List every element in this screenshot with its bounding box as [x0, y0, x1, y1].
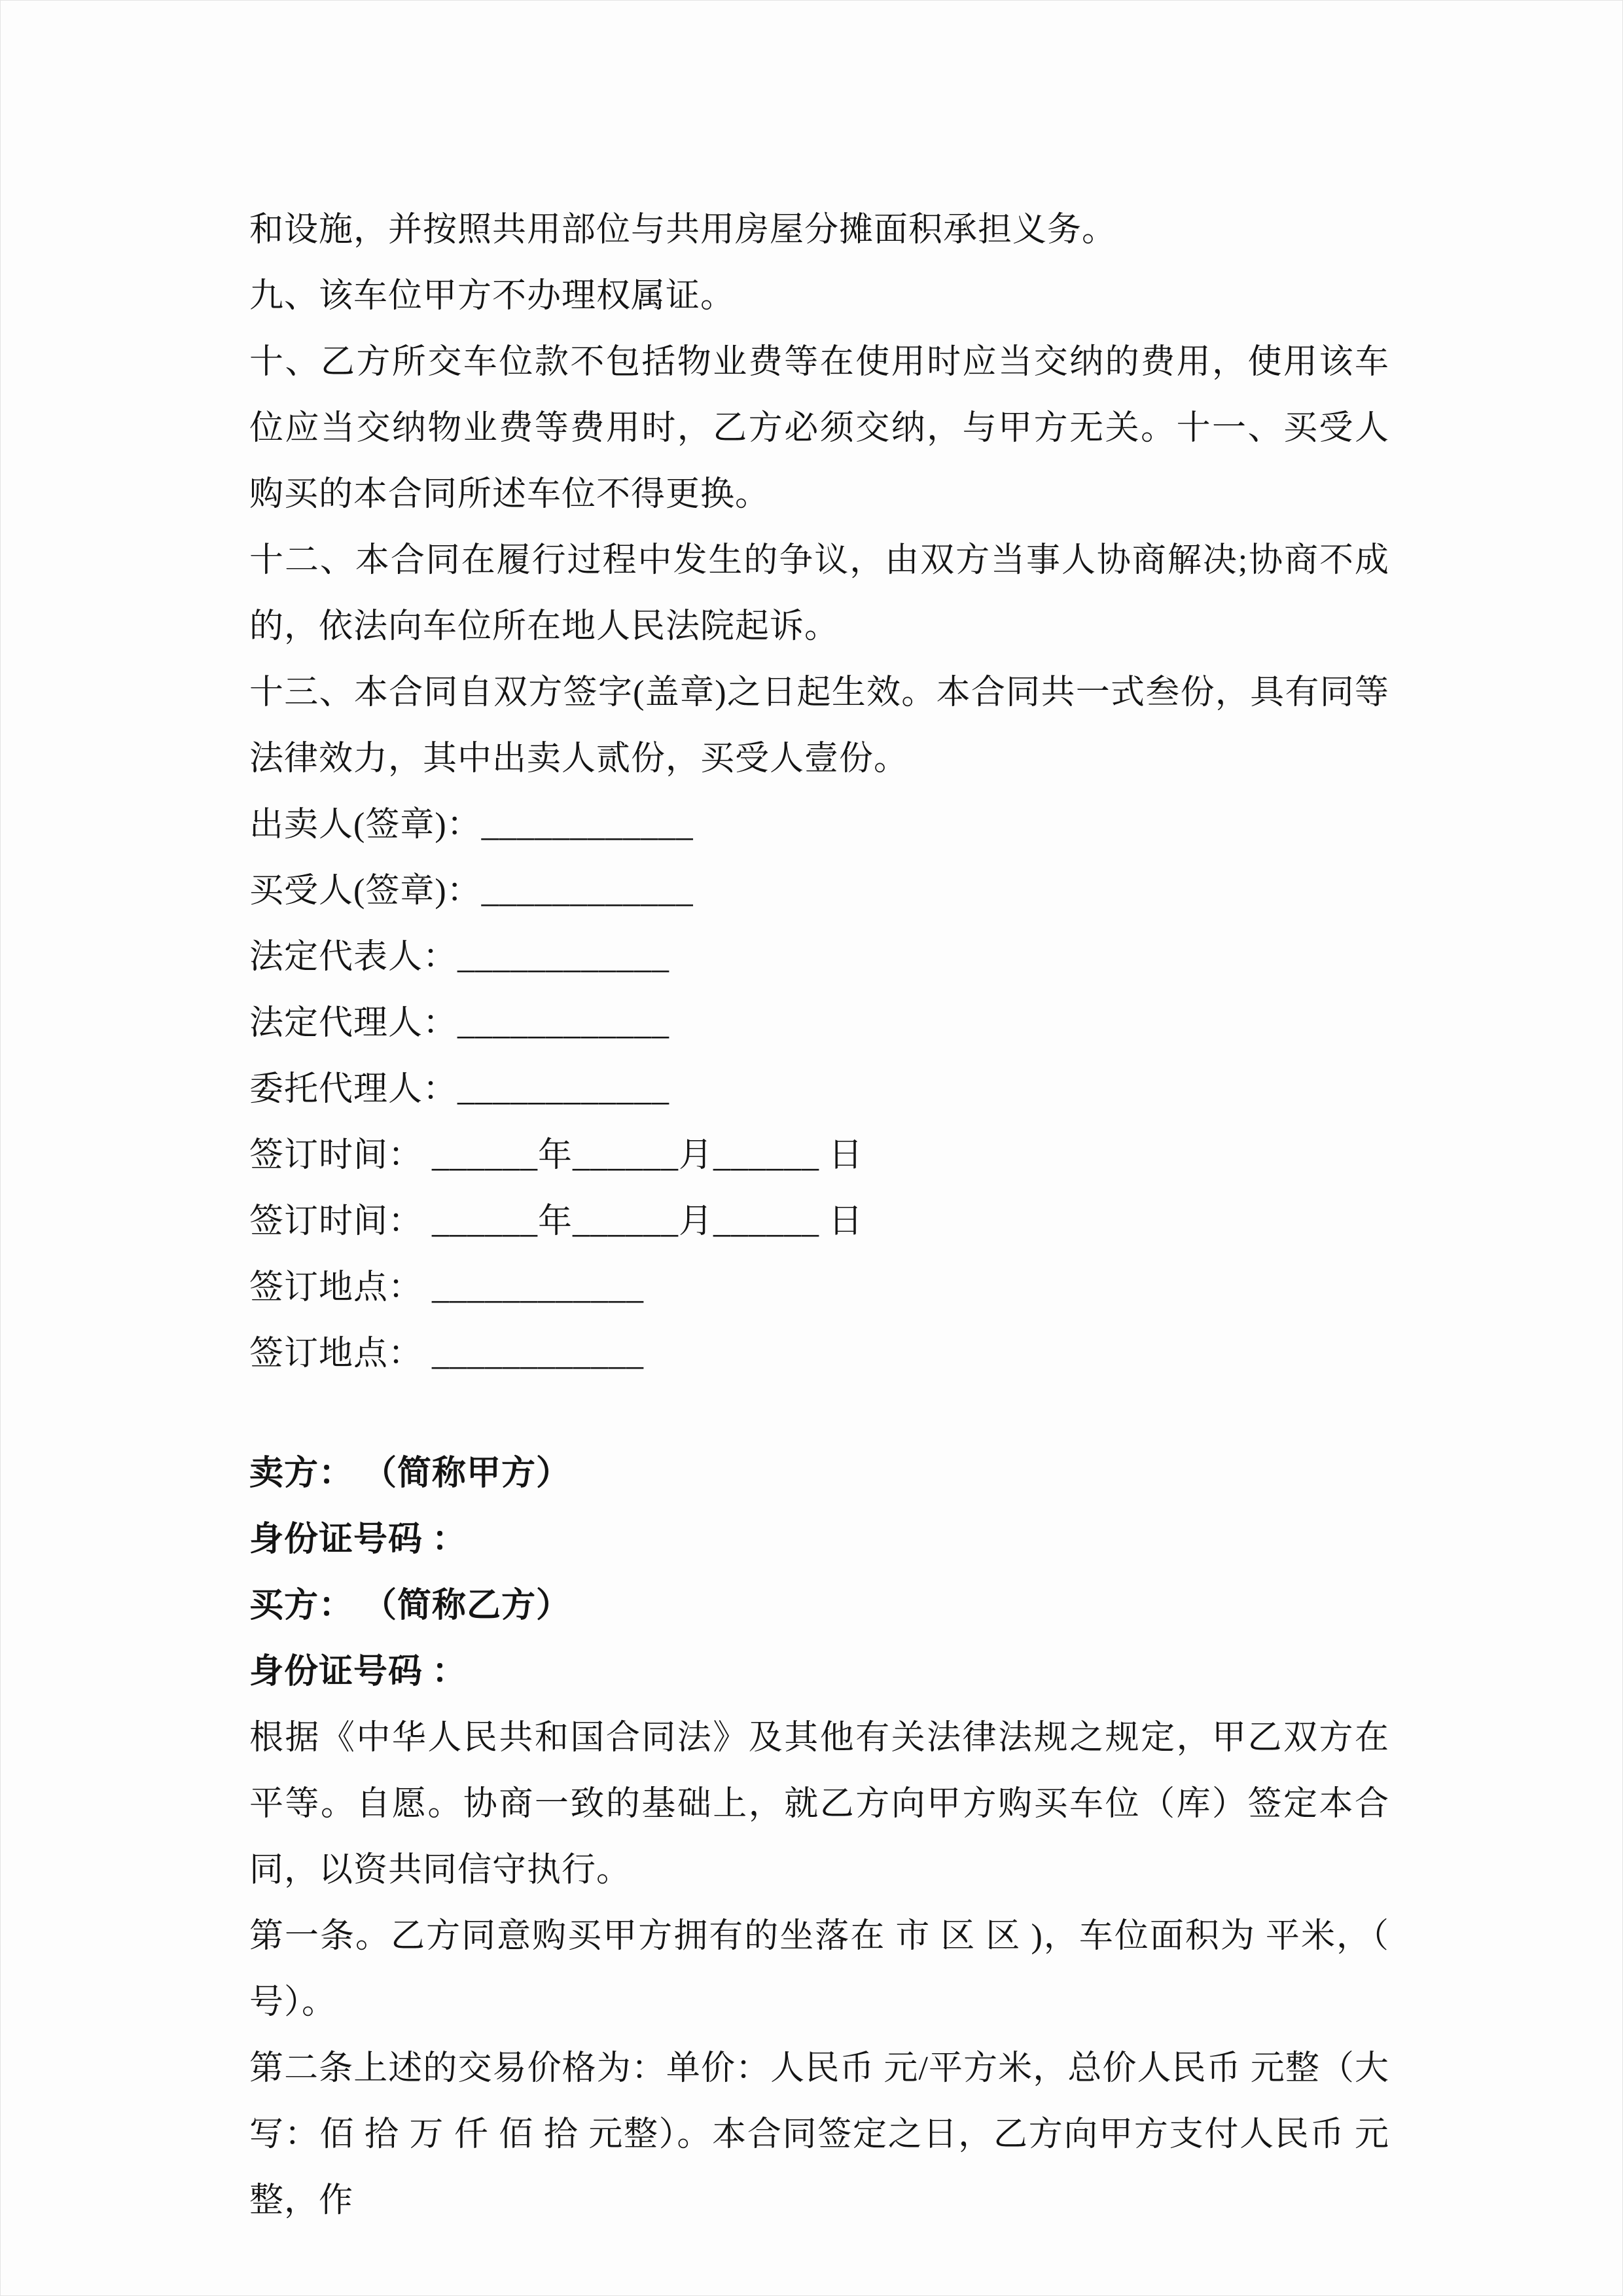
paragraph-spacer — [249, 1387, 1389, 1441]
paragraph: 法定代理人：____________ — [249, 1005, 670, 1042]
paragraph: 第一条。乙方同意购买甲方拥有的坐落在 市 区 区 )，车位面积为 平米，（ 号）。 — [249, 1918, 1389, 2021]
paragraph: 出卖人(签章)：____________ — [249, 806, 694, 844]
paragraph: 卖方： （简称甲方） — [249, 1455, 571, 1492]
paragraph: 买受人(签章)：____________ — [249, 872, 694, 910]
paragraph: 十三、本合同自双方签字(盖章)之日起生效。本合同共一式叁份，具有同等法律效力，其中出卖人贰份，买受人壹份。 — [249, 674, 1389, 778]
paragraph: 身份证号码 ： — [249, 1653, 467, 1691]
paragraph: 根据《中华人民共和国合同法》及其他有关法律法规之规定，甲乙双方在平等。自愿。协商一致的基础上，就乙方向甲方购买车位（库）签定本合同，以资共同信守执行。 — [249, 1719, 1389, 1889]
paragraph: 签订时间： ______年______月______ 日 — [249, 1137, 864, 1174]
paragraph: 和设施，并按照共用部位与共用房屋分摊面积承担义务。 — [249, 211, 1117, 249]
paragraph: 签订时间： ______年______月______ 日 — [249, 1203, 864, 1240]
paragraph: 法定代表人：____________ — [249, 939, 670, 976]
paragraph: 九、该车位甲方不办理权属证。 — [249, 278, 736, 315]
paragraph: 签订地点： ____________ — [249, 1269, 645, 1306]
paragraph: 第二条上述的交易价格为：单价：人民币 元/平方米，总价人民币 元整（大写：佰 拾 万 仟 佰 拾 元整）。本合同签定之日，乙方向甲方支付人民币 元整，作 — [249, 2050, 1389, 2219]
document-body — [249, 197, 1389, 2234]
paragraph: 十、乙方所交车位款不包括物业费等在使用时应当交纳的费用，使用该车位应当交纳物业费等费用时，乙方必须交纳，与甲方无关。十一、买受人购买的本合同所述车位不得更换。 — [249, 344, 1389, 513]
paragraph: 签订地点： ____________ — [249, 1335, 645, 1372]
paragraph: 委托代理人：____________ — [249, 1071, 670, 1108]
paragraph: 买方： （简称乙方） — [249, 1587, 571, 1624]
paragraph: 身份证号码 ： — [249, 1521, 467, 1558]
paragraph: 十二、本合同在履行过程中发生的争议，由双方当事人协商解决;协商不成的，依法向车位所在地人民法院起诉。 — [249, 542, 1389, 645]
